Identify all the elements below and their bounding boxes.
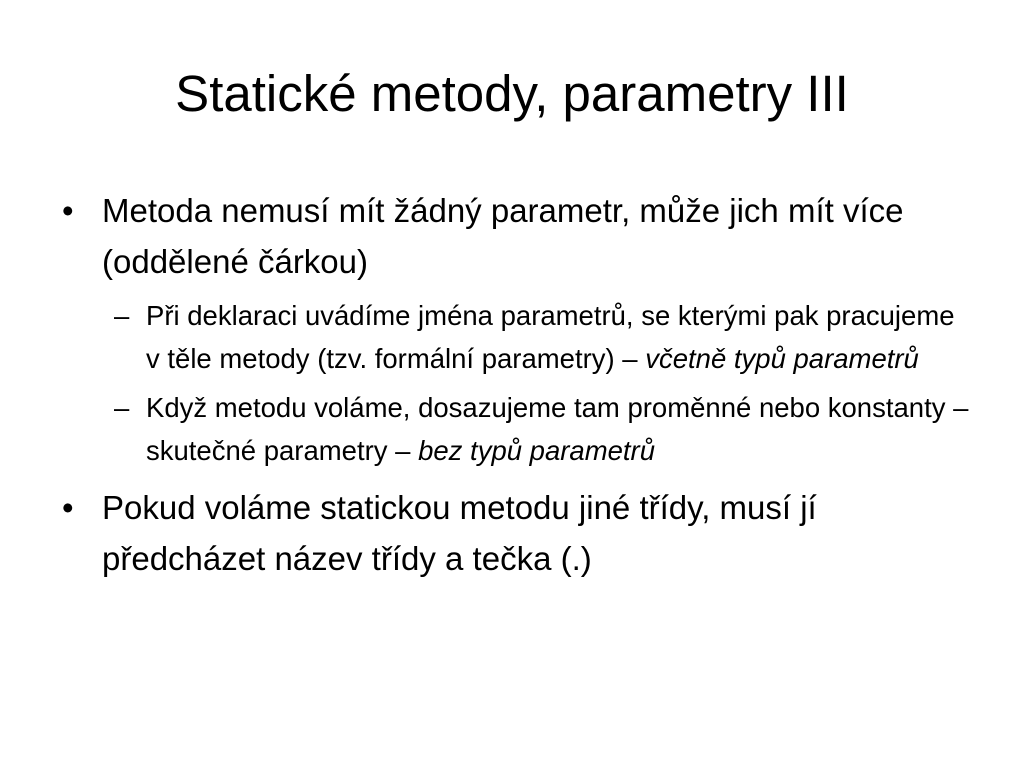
sub-bullet-emphasis: včetně typů parametrů bbox=[645, 343, 919, 374]
sub-bullet-text: Při deklaraci uvádíme jména parametrů, se kterými pak pracujeme v těle metody (tzv. formální parametry) – bbox=[146, 300, 955, 374]
dash-icon: – bbox=[114, 300, 130, 331]
bullet-icon: • bbox=[62, 489, 74, 526]
slide-content bbox=[54, 185, 974, 591]
slide-title: Statické metody, parametry III bbox=[175, 65, 849, 122]
sub-bullet-emphasis: bez typů parametrů bbox=[418, 435, 656, 466]
sub-bullet-list bbox=[54, 294, 974, 472]
sub-bullet-item bbox=[54, 386, 974, 472]
bullet-item bbox=[54, 185, 974, 287]
dash-icon: – bbox=[114, 392, 130, 423]
sub-bullet-text: Když metodu voláme, dosazujeme tam proměnné nebo konstanty – skutečné parametry – bbox=[146, 392, 969, 466]
bullet-icon: • bbox=[62, 192, 74, 229]
bullet-text: Metoda nemusí mít žádný parametr, může jich mít více (oddělené čárkou) bbox=[102, 192, 904, 280]
sub-bullet-item bbox=[54, 294, 974, 380]
bullet-text: Pokud voláme statickou metodu jiné třídy, musí jí předcházet název třídy a tečka (.) bbox=[102, 489, 817, 577]
bullet-item bbox=[54, 482, 974, 584]
